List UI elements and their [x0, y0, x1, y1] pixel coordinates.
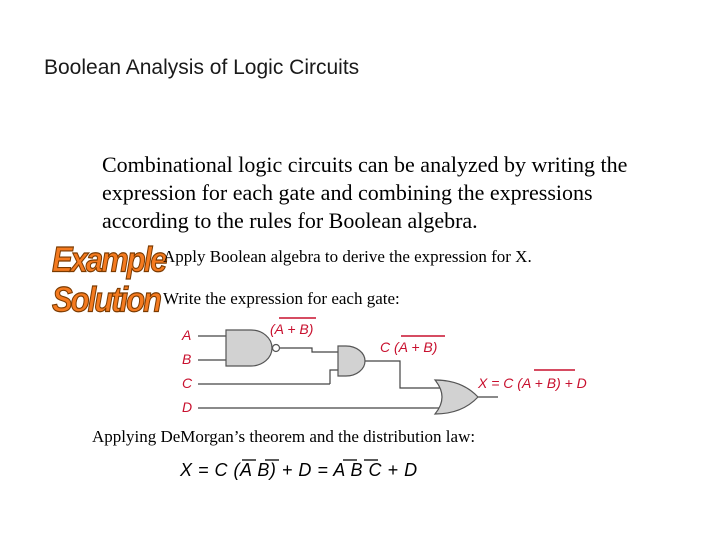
final-equation: X = C (A B) + D = A B C + D [180, 460, 418, 480]
gate1-expression: (A + B) [270, 321, 314, 337]
slide-title: Boolean Analysis of Logic Circuits [44, 56, 360, 79]
solution-step-1: Write the expression for each gate: [163, 289, 400, 308]
example-badge: Example [52, 239, 166, 280]
solution-badge: Solution [52, 279, 160, 320]
intro-paragraph: Combinational logic circuits can be analyzed by writing the expression for each gate and combining the expressions according to the rules for Boolean algebra. [102, 152, 628, 233]
gate2-expression: C (A + B) [380, 339, 438, 355]
solution-step-2: Applying DeMorgan’s theorem and the distribution law: [92, 427, 476, 446]
input-label-b: B [182, 351, 192, 367]
input-label-c: C [182, 375, 193, 391]
input-label-d: D [182, 399, 193, 415]
output-expression: X = C (A + B) + D [478, 375, 587, 391]
input-label-a: A [182, 327, 192, 343]
problem-statement: Apply Boolean algebra to derive the expression for X. [163, 247, 532, 266]
